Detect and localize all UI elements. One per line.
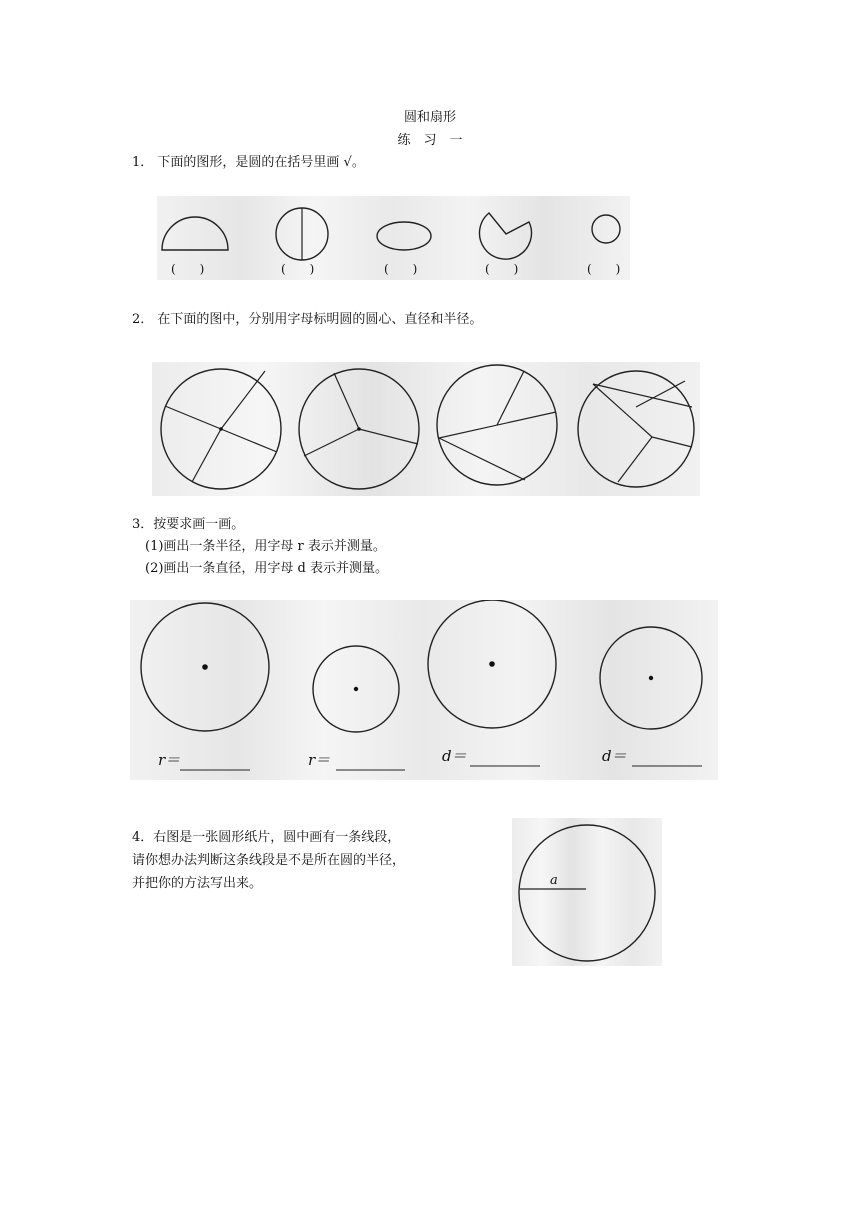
radius-label-2: r＝ <box>308 751 331 769</box>
question-4-line-3: 并把你的方法写出来。 <box>132 876 263 891</box>
answer-paren-4[interactable]: ( ) <box>485 262 519 276</box>
question-4-line-2: 请你想办法判断这条线段是不是所在圆的半径， <box>132 853 406 868</box>
segment-a-label: a <box>550 873 558 888</box>
question-2-text: 2． 在下面的图中，分别用字母标明圆的圆心、直径和半径。 <box>132 312 483 327</box>
diameter-label-1: d＝ <box>442 747 467 765</box>
circle-with-line-shape <box>276 208 328 260</box>
question-3-item-2: (2)画出一条直径，用字母 d 表示并测量。 <box>145 561 389 576</box>
answer-paren-1[interactable]: ( ) <box>171 262 205 276</box>
semicircle-shape <box>162 217 228 250</box>
page-subtitle: 练 习 一 <box>397 133 463 148</box>
q4-figure-panel <box>512 818 662 966</box>
q2-circle-3 <box>437 365 557 485</box>
radius-answer-blank-2[interactable] <box>336 750 405 770</box>
pacman-shape <box>479 213 531 259</box>
q2-circle-4 <box>578 371 694 487</box>
diameter-label-2: d＝ <box>602 747 627 765</box>
q2-circle-1 <box>161 369 281 489</box>
small-circle-shape <box>592 215 620 243</box>
radius-answer-blank-1[interactable] <box>180 750 250 770</box>
answer-paren-3[interactable]: ( ) <box>384 262 418 276</box>
q3-figure-panel <box>130 600 718 780</box>
question-3-text: 3．按要求画一画。 <box>132 517 245 532</box>
question-4-line-1: 4．右图是一张圆形纸片，圆中画有一条线段， <box>132 830 401 845</box>
q2-circle-2 <box>299 369 419 489</box>
ellipse-shape <box>377 222 431 250</box>
q1-figure-panel <box>157 196 630 280</box>
question-1-text: 1． 下面的图形，是圆的在括号里画 √。 <box>132 155 365 170</box>
paper-circle <box>519 825 655 961</box>
page-title: 圆和扇形 <box>403 110 456 125</box>
question-3-item-1: (1)画出一条半径，用字母 r 表示并测量。 <box>145 539 386 554</box>
answer-paren-2[interactable]: ( ) <box>281 262 315 276</box>
answer-paren-5[interactable]: ( ) <box>587 262 621 276</box>
diameter-answer-blank-2[interactable] <box>632 746 702 766</box>
q2-figure-panel <box>152 362 700 496</box>
radius-label-1: r＝ <box>158 751 181 769</box>
diameter-answer-blank-1[interactable] <box>470 746 540 766</box>
